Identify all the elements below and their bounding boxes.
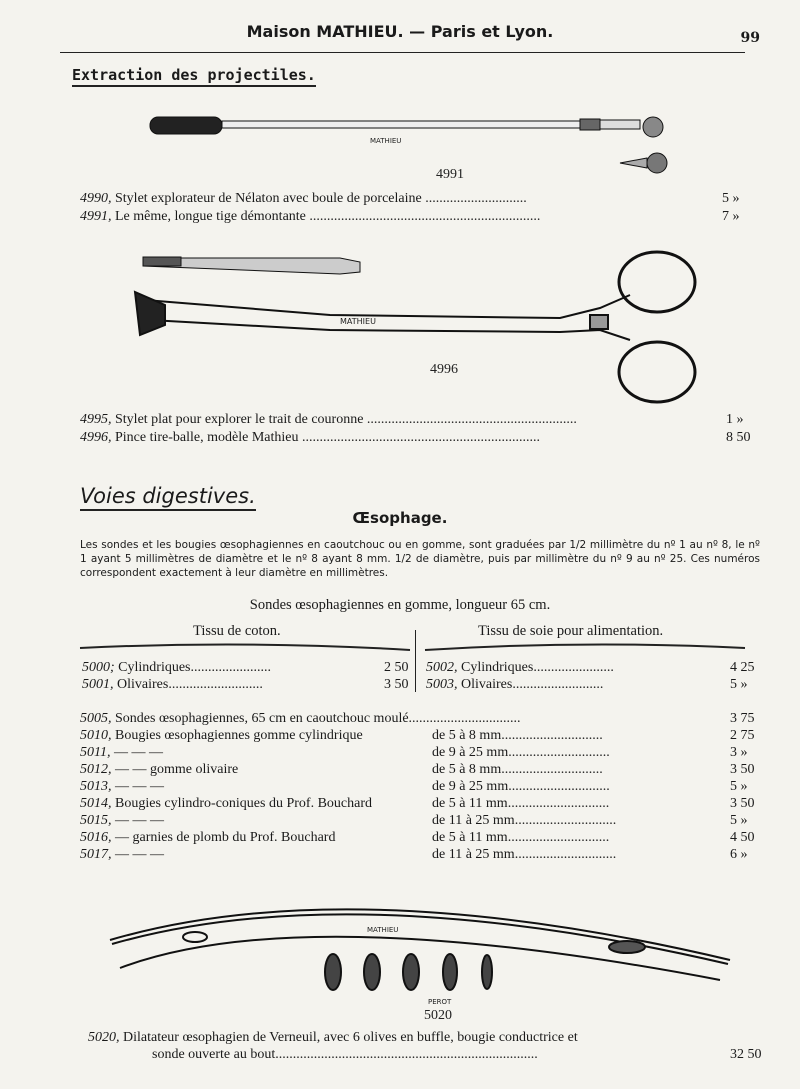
list-item: 4995, Stylet plat pour explorer le trait de couronne ............................................................ <box>80 412 577 427</box>
subsection-title: Œsophage. <box>352 509 448 527</box>
row-price: 6 » <box>730 847 748 862</box>
forceps-engraving: MATHIEU <box>340 317 376 326</box>
right-column-swash <box>425 644 745 650</box>
row-price: 3 50 <box>730 762 755 777</box>
intro-paragraph: Les sondes et les bougies œsophagiennes en caoutchouc ou en gomme, sont graduées par 1/2 millimètre du nº 1 au nº 8, le nº 1 ayant 5 millimètres de diamètre et le nº 8 ayant 8 mm. 1/2 de diamètre, puis par millimètre du nº 9 au nº 25. Ces numéros correspondent exactement à leur diamètre en millimètres. <box>80 539 760 579</box>
row-price: 5 » <box>730 813 748 828</box>
dilator-illustration <box>110 909 730 990</box>
row-price: 3 » <box>730 745 748 760</box>
dilator-engraving: MATHIEU <box>367 926 399 934</box>
column-divider <box>415 630 416 692</box>
row-size: de 11 à 25 mm............................. <box>432 813 617 828</box>
row-price: 3 50 <box>730 796 755 811</box>
row-size: de 11 à 25 mm............................. <box>432 847 617 862</box>
column-header-left: Tissu de coton. <box>193 623 281 639</box>
table-row: 5015, — — — <box>80 813 164 828</box>
forceps-illustration <box>135 252 695 402</box>
row-size: de 5 à 8 mm............................. <box>432 728 603 743</box>
row-price: 5 » <box>730 677 748 692</box>
item-price: 8 50 <box>726 430 751 445</box>
figure-label-4991: 4991 <box>436 167 464 182</box>
item-price: 32 50 <box>730 1047 762 1062</box>
page-header-title: Maison MATHIEU. — Paris et Lyon. <box>246 22 554 41</box>
row-price: 3 75 <box>730 711 755 726</box>
row-size: de 9 à 25 mm............................. <box>432 779 610 794</box>
item-price: 1 » <box>726 412 744 427</box>
table-row: 5002, Cylindriques....................... <box>426 660 614 675</box>
stylet-illustration <box>150 117 667 173</box>
item-price: 7 » <box>722 209 740 224</box>
row-size: de 5 à 11 mm............................. <box>432 796 610 811</box>
row-price: 5 » <box>730 779 748 794</box>
table-row: 5016, — garnies de plomb du Prof. Bouchard <box>80 830 336 845</box>
table-row: 5013, — — — <box>80 779 164 794</box>
list-item: 4990, Stylet explorateur de Nélaton avec boule de porcelaine ............................. <box>80 191 527 206</box>
table-row: 5014, Bougies cylindro-coniques du Prof. Bouchard <box>80 796 373 811</box>
left-column-swash <box>80 644 410 650</box>
section-title-extraction: Extraction des projectiles. <box>72 66 316 87</box>
row-price: 3 50 <box>384 677 409 692</box>
list-item-continued: sonde ouverte au bout........................................................................... <box>152 1047 538 1062</box>
row-price: 4 50 <box>730 830 755 845</box>
table-title: Sondes œsophagiennes en gomme, longueur 65 cm. <box>249 597 551 613</box>
section-title-voies-digestives: Voies digestives. <box>80 484 256 511</box>
table-row: 5005, Sondes œsophagiennes, 65 cm en caoutchouc moulé................................ <box>80 711 521 726</box>
row-size: de 5 à 8 mm............................. <box>432 762 603 777</box>
item-price: 5 » <box>722 191 740 206</box>
row-price: 2 75 <box>730 728 755 743</box>
table-row: 5000; Cylindriques....................... <box>82 660 272 675</box>
column-header-right: Tissu de soie pour alimentation. <box>478 623 664 639</box>
row-price: 2 50 <box>384 660 409 675</box>
list-item: 4991, Le même, longue tige démontante .................................................................. <box>80 209 541 224</box>
table-row: 5017, — — — <box>80 847 164 862</box>
figure-label-4996: 4996 <box>430 362 458 377</box>
list-item: 5020, Dilatateur œsophagien de Verneuil, avec 6 olives en buffle, bougie conductrice et <box>88 1030 578 1045</box>
list-item: 4996, Pince tire-balle, modèle Mathieu .................................................................... <box>80 430 540 445</box>
table-row: 5010, Bougies œsophagiennes gomme cylindrique <box>80 728 363 743</box>
row-size: de 9 à 25 mm............................. <box>432 745 610 760</box>
row-price: 4 25 <box>730 660 755 675</box>
page-number: 99 <box>740 30 760 46</box>
table-row: 5011, — — — <box>80 745 163 760</box>
dilator-signature: PEROT <box>428 998 452 1006</box>
flat-stylet-illustration <box>143 257 360 274</box>
table-row: 5012, — — gomme olivaire <box>80 762 239 777</box>
stylet-engraving: MATHIEU <box>370 137 402 145</box>
row-size: de 5 à 11 mm............................. <box>432 830 610 845</box>
table-row: 5003, Olivaires.......................... <box>426 677 604 692</box>
table-row: 5001, Olivaires........................... <box>82 677 263 692</box>
figure-label-5020: 5020 <box>424 1008 452 1023</box>
